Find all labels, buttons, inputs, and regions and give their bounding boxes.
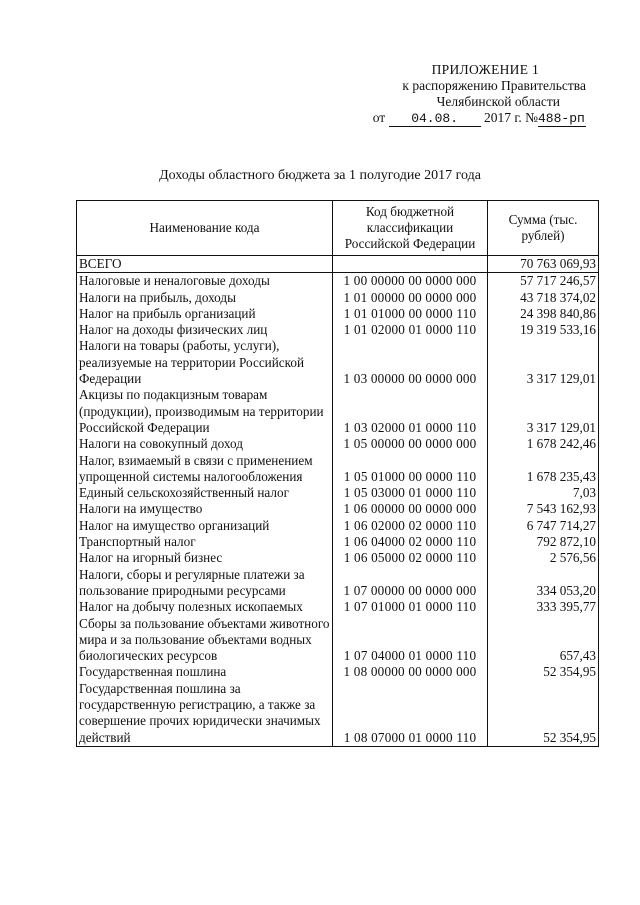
cell-name: Налог на прибыль организаций — [77, 306, 333, 322]
table-row — [77, 436, 599, 452]
cell-name: Налоги на товары (работы, услуги), реализуемые на территории Российской Федерации — [77, 338, 333, 387]
table-row — [77, 453, 599, 486]
document-title: Доходы областного бюджета за 1 полугодие 2017 года — [159, 168, 481, 183]
cell-sum: 334 053,20 — [488, 567, 599, 600]
cell-name: Транспортный налог — [77, 534, 333, 550]
cell-code: 1 05 00000 00 0000 000 — [333, 436, 488, 452]
cell-sum: 24 398 840,86 — [488, 306, 599, 322]
header-sum: Сумма (тыс. рублей) — [488, 201, 599, 256]
cell-code: 1 01 02000 01 0000 110 — [333, 322, 488, 338]
table-row — [77, 550, 599, 566]
appendix-date-line — [373, 110, 586, 127]
cell-sum: 43 718 374,02 — [488, 290, 599, 306]
table-row — [77, 599, 599, 615]
cell-sum: 6 747 714,27 — [488, 518, 599, 534]
cell-name: Налоги, сборы и регулярные платежи за пользование природными ресурсами — [77, 567, 333, 600]
cell-sum: 657,43 — [488, 616, 599, 665]
cell-name: Налог на добычу полезных ископаемых — [77, 599, 333, 615]
cell-sum: 52 354,95 — [488, 681, 599, 747]
cell-code — [333, 256, 488, 273]
cell-name: Единый сельскохозяйственный налог — [77, 485, 333, 501]
appendix-block — [373, 62, 586, 127]
cell-name: Налог на имущество организаций — [77, 518, 333, 534]
table-row — [77, 273, 599, 290]
cell-sum: 333 395,77 — [488, 599, 599, 615]
cell-sum: 2 576,56 — [488, 550, 599, 566]
cell-code: 1 07 04000 01 0000 110 — [333, 616, 488, 665]
cell-name: ВСЕГО — [77, 256, 333, 273]
appendix-order-line: к распоряжению Правительства — [402, 78, 586, 93]
cell-sum: 3 317 129,01 — [488, 338, 599, 387]
date-prefix: от — [372, 110, 386, 125]
cell-sum: 7 543 162,93 — [488, 501, 599, 517]
cell-sum: 792 872,10 — [488, 534, 599, 550]
cell-code: 1 06 05000 02 0000 110 — [333, 550, 488, 566]
cell-name: Акцизы по подакцизным товарам (продукции), производимым на территории Российской Федерации — [77, 387, 333, 436]
table-row — [77, 534, 599, 550]
cell-name: Государственная пошлина за государственную регистрацию, а также за совершение прочих юридически значимых действий — [77, 681, 333, 747]
cell-name: Налоги на имущество — [77, 501, 333, 517]
cell-sum: 7,03 — [488, 485, 599, 501]
table-row — [77, 322, 599, 338]
cell-code: 1 00 00000 00 0000 000 — [333, 273, 488, 290]
table-row — [77, 664, 599, 680]
cell-sum: 1 678 242,46 — [488, 436, 599, 452]
cell-name: Государственная пошлина — [77, 664, 333, 680]
table-row — [77, 518, 599, 534]
table-row — [77, 567, 599, 600]
cell-code: 1 08 00000 00 0000 000 — [333, 664, 488, 680]
cell-code: 1 03 00000 00 0000 000 — [333, 338, 488, 387]
appendix-heading: ПРИЛОЖЕНИЕ 1 — [431, 62, 539, 77]
header-code: Код бюджетной классификации Российской Федерации — [333, 201, 488, 256]
cell-name: Налог, взимаемый в связи с применением упрощенной системы налогообложения — [77, 453, 333, 486]
cell-code: 1 03 02000 01 0000 110 — [333, 387, 488, 436]
cell-sum: 1 678 235,43 — [488, 453, 599, 486]
order-number: 488-рп — [538, 111, 585, 126]
cell-code: 1 07 00000 00 0000 000 — [333, 567, 488, 600]
cell-sum: 19 319 533,16 — [488, 322, 599, 338]
cell-sum: 70 763 069,93 — [488, 256, 599, 273]
table-row — [77, 485, 599, 501]
cell-code: 1 08 07000 01 0000 110 — [333, 681, 488, 747]
cell-code: 1 06 00000 00 0000 000 — [333, 501, 488, 517]
table-row — [77, 681, 599, 747]
table-header-row — [77, 201, 599, 256]
income-table — [76, 200, 599, 747]
table-row — [77, 501, 599, 517]
order-date: 04.08. — [389, 112, 481, 127]
header-name: Наименование кода — [77, 201, 333, 256]
cell-code: 1 01 01000 00 0000 110 — [333, 306, 488, 322]
table-row — [77, 290, 599, 306]
order-year: 2017 г. № — [483, 110, 538, 125]
cell-code: 1 06 04000 02 0000 110 — [333, 534, 488, 550]
cell-code: 1 07 01000 01 0000 110 — [333, 599, 488, 615]
cell-name: Налоговые и неналоговые доходы — [77, 273, 333, 290]
cell-sum: 57 717 246,57 — [488, 273, 599, 290]
cell-code: 1 05 01000 00 0000 110 — [333, 453, 488, 486]
table-row — [77, 616, 599, 665]
cell-sum: 3 317 129,01 — [488, 387, 599, 436]
cell-name: Налог на игорный бизнес — [77, 550, 333, 566]
table-row — [77, 306, 599, 322]
cell-code: 1 05 03000 01 0000 110 — [333, 485, 488, 501]
cell-code: 1 06 02000 02 0000 110 — [333, 518, 488, 534]
cell-name: Сборы за пользование объектами животного мира и за пользование объектами водных биологических ресурсов — [77, 616, 333, 665]
appendix-region-line: Челябинской области — [436, 94, 560, 109]
cell-name: Налоги на прибыль, доходы — [77, 290, 333, 306]
cell-sum: 52 354,95 — [488, 664, 599, 680]
table-row — [77, 256, 599, 273]
cell-name: Налог на доходы физических лиц — [77, 322, 333, 338]
cell-name: Налоги на совокупный доход — [77, 436, 333, 452]
cell-code: 1 01 00000 00 0000 000 — [333, 290, 488, 306]
table-row — [77, 387, 599, 436]
table-row — [77, 338, 599, 387]
